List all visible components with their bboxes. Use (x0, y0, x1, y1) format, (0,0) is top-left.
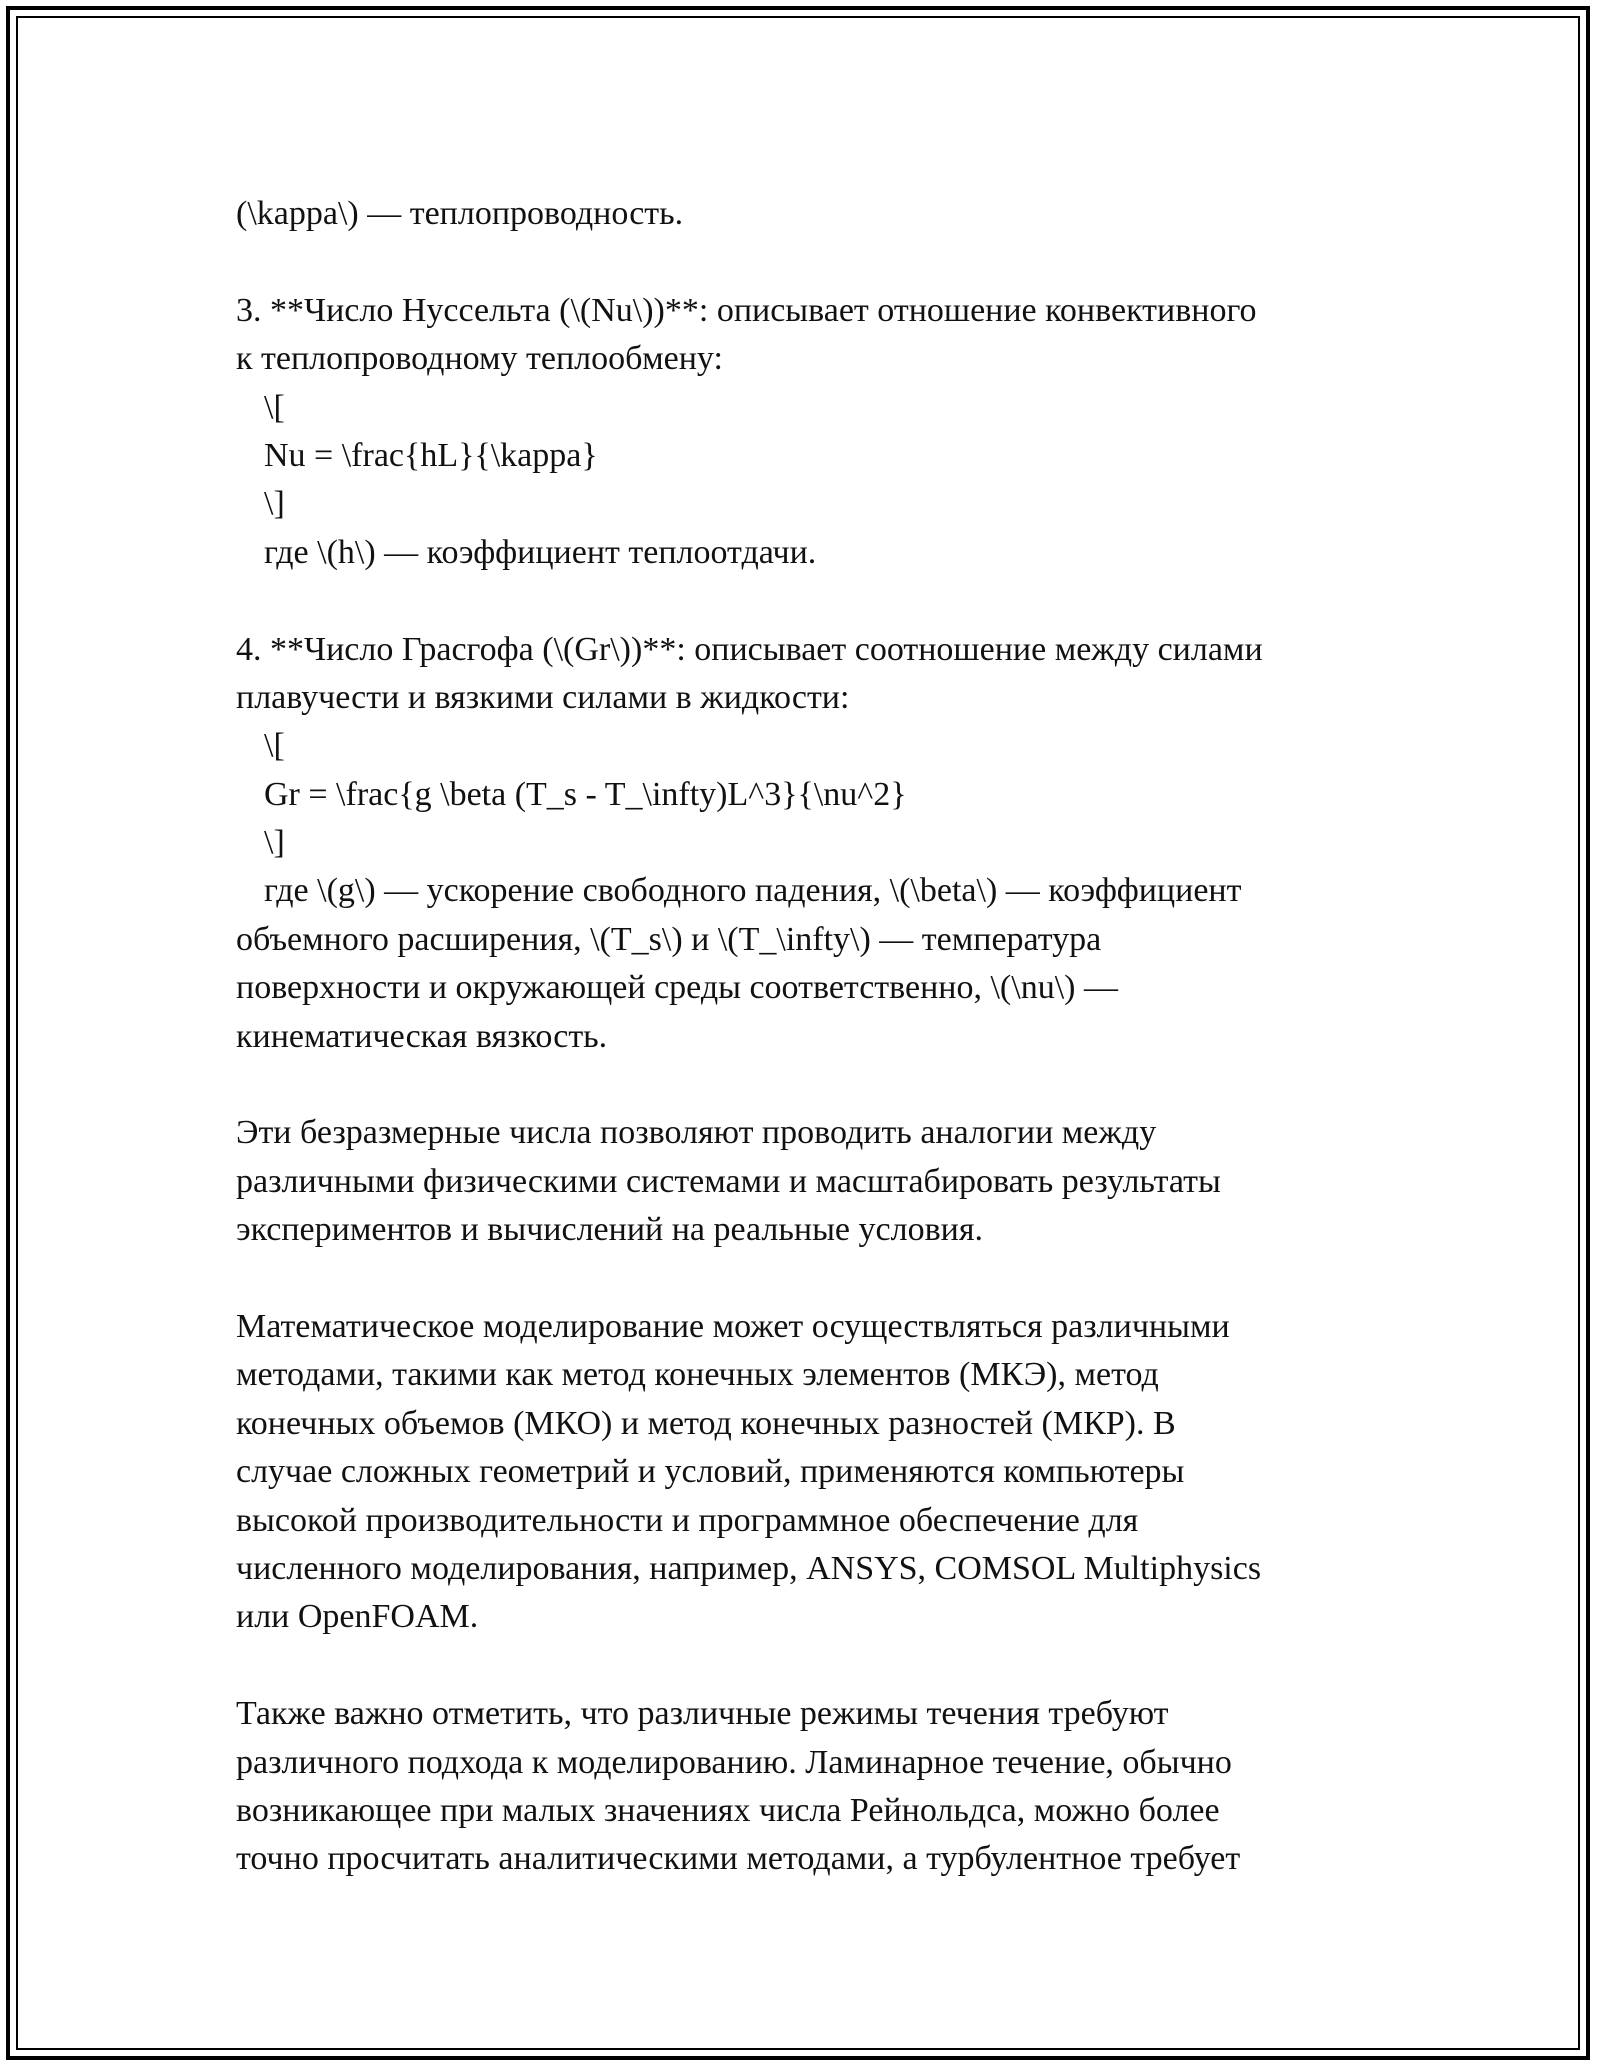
paragraph-modeling-methods (236, 1303, 1366, 1642)
text-line: 4. **Число Грасгофа (\(Gr\))**: описывает соотношение между силами (236, 630, 1263, 668)
text-line: поверхности и окружающей среды соответственно, \(\nu\) — (236, 969, 1118, 1007)
text-line: численного моделирования, например, ANSYS, COMSOL Multiphysics (236, 1549, 1262, 1587)
text-line: плавучести и вязкими силами в жидкости: (236, 678, 850, 716)
text-line: или OpenFOAM. (236, 1598, 479, 1636)
text-line: \[ (264, 727, 285, 765)
paragraph-nusselt-number (236, 287, 1366, 577)
text-line: (\kappa\) — теплопроводность. (236, 195, 684, 232)
text-line: Математическое моделирование может осуществляться различными (236, 1307, 1230, 1345)
document-body (236, 190, 1366, 1884)
paragraph-gap (236, 1061, 1366, 1109)
paragraph-flow-regimes (236, 1690, 1366, 1884)
text-line: где \(g\) — ускорение свободного падения, \(\beta\) — коэффициент (264, 872, 1242, 910)
text-line: кинематическая вязкость. (236, 1017, 608, 1055)
text-line: конечных объемов (МКО) и метод конечных разностей (МКР). В (236, 1404, 1176, 1442)
paragraph-gap (236, 1642, 1366, 1690)
text-line: объемного расширения, \(T_s\) и \(T_\infty\) — температура (236, 920, 1102, 958)
text-line: экспериментов и вычислений на реальные условия. (236, 1211, 983, 1249)
text-line: 3. **Число Нуссельта (\(Nu\))**: описывает отношение конвективного (236, 291, 1257, 329)
paragraph-gap (236, 577, 1366, 625)
paragraph-gap (236, 238, 1366, 286)
text-line: методами, такими как метод конечных элементов (МКЭ), метод (236, 1356, 1159, 1394)
text-line: Gr = \frac{g \beta (T_s - T_\infty)L^3}{\nu^2} (264, 775, 907, 813)
text-line: высокой производительности и программное обеспечение для (236, 1501, 1139, 1539)
text-line: \] (264, 485, 285, 523)
text-line: случае сложных геометрий и условий, применяются компьютеры (236, 1453, 1185, 1491)
paragraph-gap (236, 1255, 1366, 1303)
paragraph-dimensionless-summary (236, 1109, 1366, 1254)
text-line: возникающее при малых значениях числа Рейнольдса, можно более (236, 1791, 1220, 1829)
text-line: различного подхода к моделированию. Ламинарное течение, обычно (236, 1743, 1232, 1781)
text-line: \[ (264, 388, 285, 426)
text-line: \] (264, 824, 285, 862)
text-line: Также важно отметить, что различные режимы течения требуют (236, 1695, 1169, 1733)
text-line: точно просчитать аналитическими методами, а турбулентное требует (236, 1840, 1241, 1878)
text-line: к теплопроводному теплообмену: (236, 340, 723, 378)
text-line: Эти безразмерные числа позволяют проводить аналогии между (236, 1114, 1157, 1152)
paragraph-grashof-number (236, 626, 1366, 1062)
text-line: различными физическими системами и масштабировать результаты (236, 1162, 1221, 1200)
paragraph-kappa-definition (236, 190, 1366, 238)
text-line: Nu = \frac{hL}{\kappa} (264, 436, 598, 474)
text-line: где \(h\) — коэффициент теплоотдачи. (264, 533, 817, 571)
